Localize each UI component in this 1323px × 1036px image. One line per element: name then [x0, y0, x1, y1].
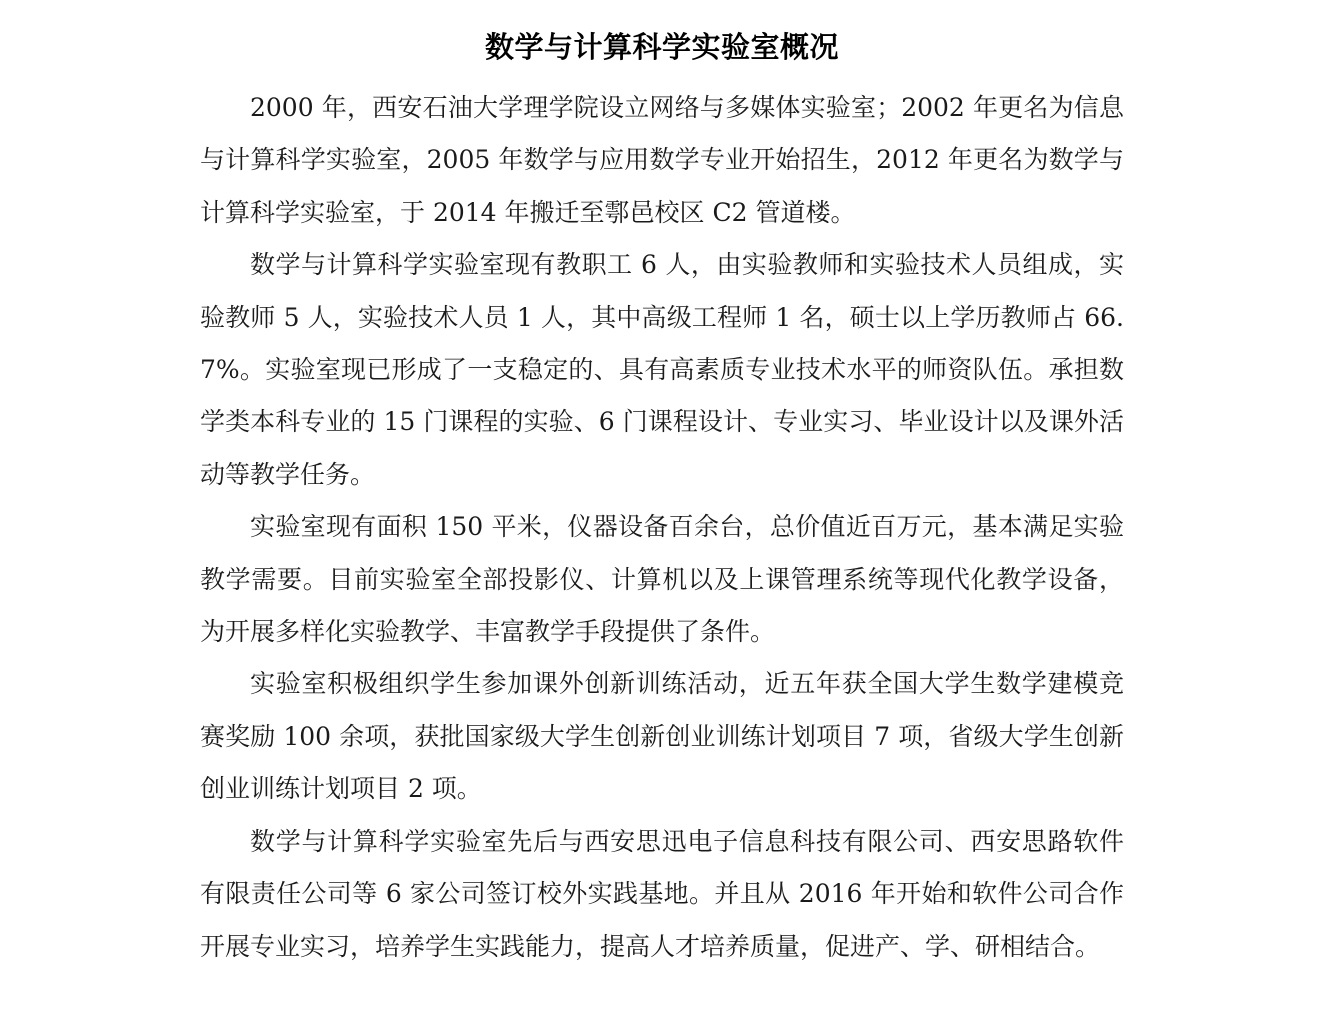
- paragraph-partnerships: 数学与计算科学实验室先后与西安思迅电子信息科技有限公司、西安思路软件有限责任公司等 6 家公司签订校外实践基地。并且从 2016 年开始和软件公司合作开展专业实习，培养学生实践能力，提高人才培养质量，促进产、学、研相结合。: [200, 826, 1124, 961]
- document-page: [200, 24, 1124, 973]
- paragraph-staff: 数学与计算科学实验室现有教职工 6 人，由实验教师和实验技术人员组成，实验教师 5 人，实验技术人员 1 人，其中高级工程师 1 名，硕士以上学历教师占 66.7%。实验室现已形成了一支稳定的、具有高素质专业技术水平的师资队伍。承担数学类本科专业的 15 门课程的实验、6 门课程设计、专业实习、毕业设计以及课外活动等教学任务。: [200, 250, 1124, 489]
- paragraph-history: 2000 年，西安石油大学理学院设立网络与多媒体实验室；2002 年更名为信息与计算科学实验室，2005 年数学与应用数学专业开始招生，2012 年更名为数学与计算科学实验室，于 2014 年搬迁至鄠邑校区 C2 管道楼。: [200, 93, 1124, 227]
- document-title: 数学与计算科学实验室概况: [484, 30, 839, 64]
- paragraph-facilities: 实验室现有面积 150 平米，仪器设备百余台，总价值近百万元，基本满足实验教学需要。目前实验室全部投影仪、计算机以及上课管理系统等现代化教学设备，为开展多样化实验教学、丰富教学手段提供了条件。: [200, 512, 1124, 647]
- document-body: [200, 82, 1124, 973]
- paragraph-innovation: 实验室积极组织学生参加课外创新训练活动，近五年获全国大学生数学建模竞赛奖励 100 余项，获批国家级大学生创新创业训练计划项目 7 项，省级大学生创新创业训练计划项目 2 项。: [200, 669, 1124, 804]
